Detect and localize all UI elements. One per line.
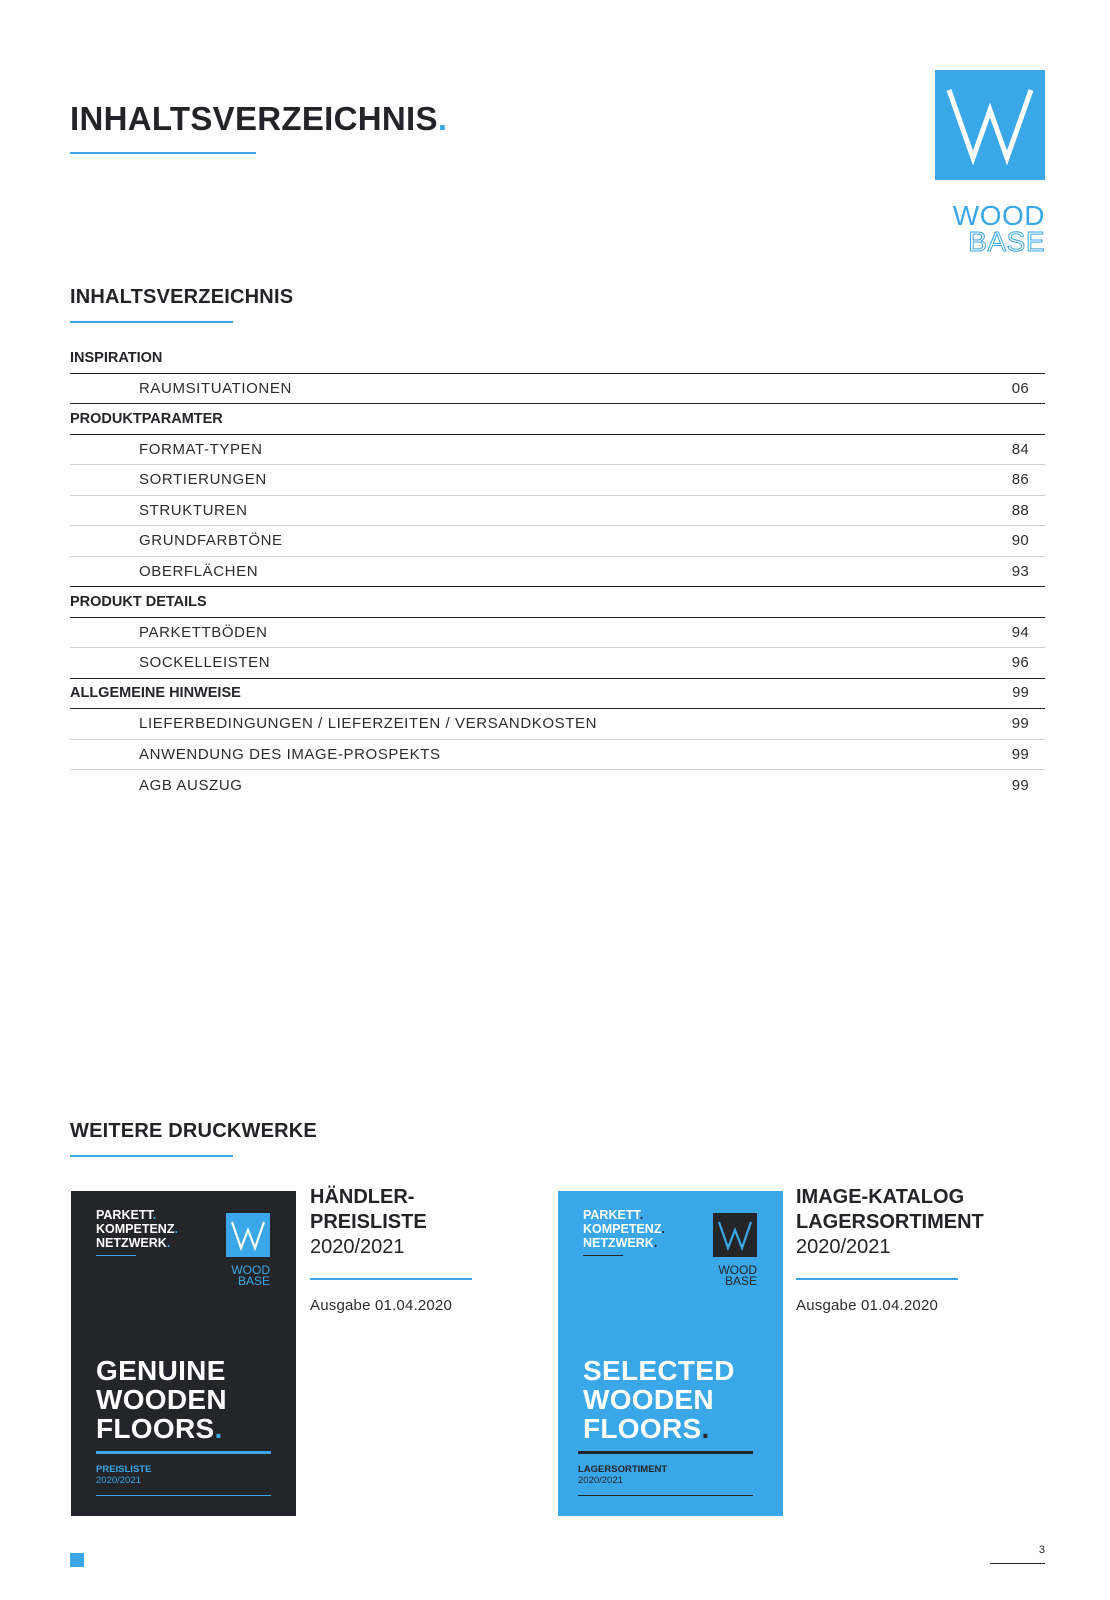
toc-category-row[interactable] — [70, 587, 1045, 618]
logo-wordmark-base: BASE — [968, 226, 1045, 257]
title-underline — [70, 152, 256, 154]
toc-label: PRODUKT DETAILS — [70, 593, 207, 610]
cover-tagline: PARKETT. KOMPETENZ. NETZWERK. — [583, 1208, 665, 1250]
toc-page: 06 — [1011, 379, 1029, 397]
toc-item-row[interactable] — [70, 770, 1045, 801]
toc-label: ALLGEMEINE HINWEISE — [70, 685, 241, 702]
table-of-contents — [70, 343, 1045, 801]
toc-label: PRODUKTPARAMTER — [70, 410, 223, 427]
toc-category-row[interactable] — [70, 679, 1045, 710]
cover-tagline: PARKETT. KOMPETENZ. NETZWERK. — [96, 1208, 178, 1250]
page-title: INHALTSVERZEICHNIS. — [70, 100, 448, 137]
toc-item-row[interactable] — [70, 374, 1045, 405]
toc-item-row[interactable] — [70, 618, 1045, 649]
toc-page: 99 — [1011, 776, 1029, 794]
woodbase-logo-icon — [713, 1213, 757, 1257]
page-number: 3 — [1038, 1544, 1045, 1556]
toc-category-row[interactable] — [70, 404, 1045, 435]
toc-label: STRUKTUREN — [139, 501, 248, 519]
cover-tag-rule — [96, 1255, 136, 1256]
toc-item-row[interactable] — [70, 465, 1045, 496]
publication-date: Ausgabe 01.04.2020 — [796, 1297, 939, 1314]
logo-wordmark-wood: WOOD — [952, 200, 1045, 231]
toc-item-row[interactable] — [70, 740, 1045, 771]
toc-label: PARKETTBÖDEN — [139, 623, 268, 641]
publication-date: Ausgabe 01.04.2020 — [310, 1297, 453, 1314]
cover-subtitle: LAGERSORTIMENT 2020/2021 — [578, 1464, 668, 1486]
woodbase-logo-icon — [226, 1213, 270, 1257]
toc-page: 94 — [1011, 623, 1029, 641]
toc-page: 99 — [1011, 745, 1029, 763]
toc-page: 86 — [1011, 471, 1029, 489]
toc-label: FORMAT-TYPEN — [139, 440, 263, 458]
page-number-rule — [990, 1563, 1045, 1564]
publications-heading-underline — [70, 1155, 233, 1157]
cover-foot-rule — [578, 1495, 753, 1496]
cover-foot-rule — [96, 1495, 271, 1496]
cover-headline-rule — [96, 1451, 271, 1454]
toc-page: 99 — [1012, 685, 1029, 702]
cover-logo-wordmark: WOOD BASE — [231, 1263, 270, 1288]
toc-page: 93 — [1011, 562, 1029, 580]
cover-preisliste[interactable] — [71, 1191, 296, 1516]
cover-headline: SELECTED WOODEN FLOORS. — [583, 1355, 735, 1444]
toc-item-row[interactable] — [70, 526, 1045, 557]
toc-label: SORTIERUNGEN — [139, 471, 267, 489]
publication-title: HÄNDLER- PREISLISTE 2020/2021 — [310, 1186, 427, 1258]
toc-label: LIEFERBEDINGUNGEN / LIEFERZEITEN / VERSANDKOSTEN — [139, 715, 598, 733]
toc-label: ANWENDUNG DES IMAGE-PROSPEKTS — [139, 745, 441, 763]
toc-item-row[interactable] — [70, 648, 1045, 679]
toc-page: 96 — [1011, 654, 1029, 672]
publications-heading: WEITERE DRUCKWERKE — [70, 1120, 317, 1142]
cover-headline: GENUINE WOODEN FLOORS. — [96, 1355, 227, 1444]
toc-item-row[interactable] — [70, 557, 1045, 588]
toc-item-row[interactable] — [70, 709, 1045, 740]
woodbase-logo-icon — [935, 70, 1045, 180]
toc-item-row[interactable] — [70, 496, 1045, 527]
toc-page: 99 — [1011, 715, 1029, 733]
cover-logo-wordmark: WOOD BASE — [718, 1263, 757, 1288]
toc-label: AGB AUSZUG — [139, 776, 243, 794]
publication-rule — [796, 1278, 958, 1280]
footer-square-icon — [70, 1553, 84, 1567]
cover-tag-rule — [583, 1255, 623, 1256]
toc-heading-underline — [70, 321, 233, 323]
cover-lagersortiment[interactable] — [558, 1191, 783, 1516]
toc-page: 84 — [1011, 440, 1029, 458]
toc-label: GRUNDFARBTÖNE — [139, 532, 283, 550]
publication-rule — [310, 1278, 472, 1280]
toc-category-row[interactable] — [70, 343, 1045, 374]
toc-label: INSPIRATION — [70, 349, 163, 366]
logo-wordmark — [935, 200, 1045, 257]
cover-headline-rule — [578, 1451, 753, 1454]
toc-item-row[interactable] — [70, 435, 1045, 466]
toc-heading: INHALTSVERZEICHNIS — [70, 286, 294, 308]
toc-label: OBERFLÄCHEN — [139, 562, 259, 580]
title-dot: . — [437, 100, 448, 137]
cover-subtitle: PREISLISTE 2020/2021 — [96, 1464, 152, 1486]
toc-label: RAUMSITUATIONEN — [139, 379, 292, 397]
toc-page: 88 — [1011, 501, 1029, 519]
toc-page: 90 — [1011, 532, 1029, 550]
toc-label: SOCKELLEISTEN — [139, 654, 271, 672]
publication-title: IMAGE-KATALOG LAGERSORTIMENT 2020/2021 — [796, 1186, 984, 1258]
